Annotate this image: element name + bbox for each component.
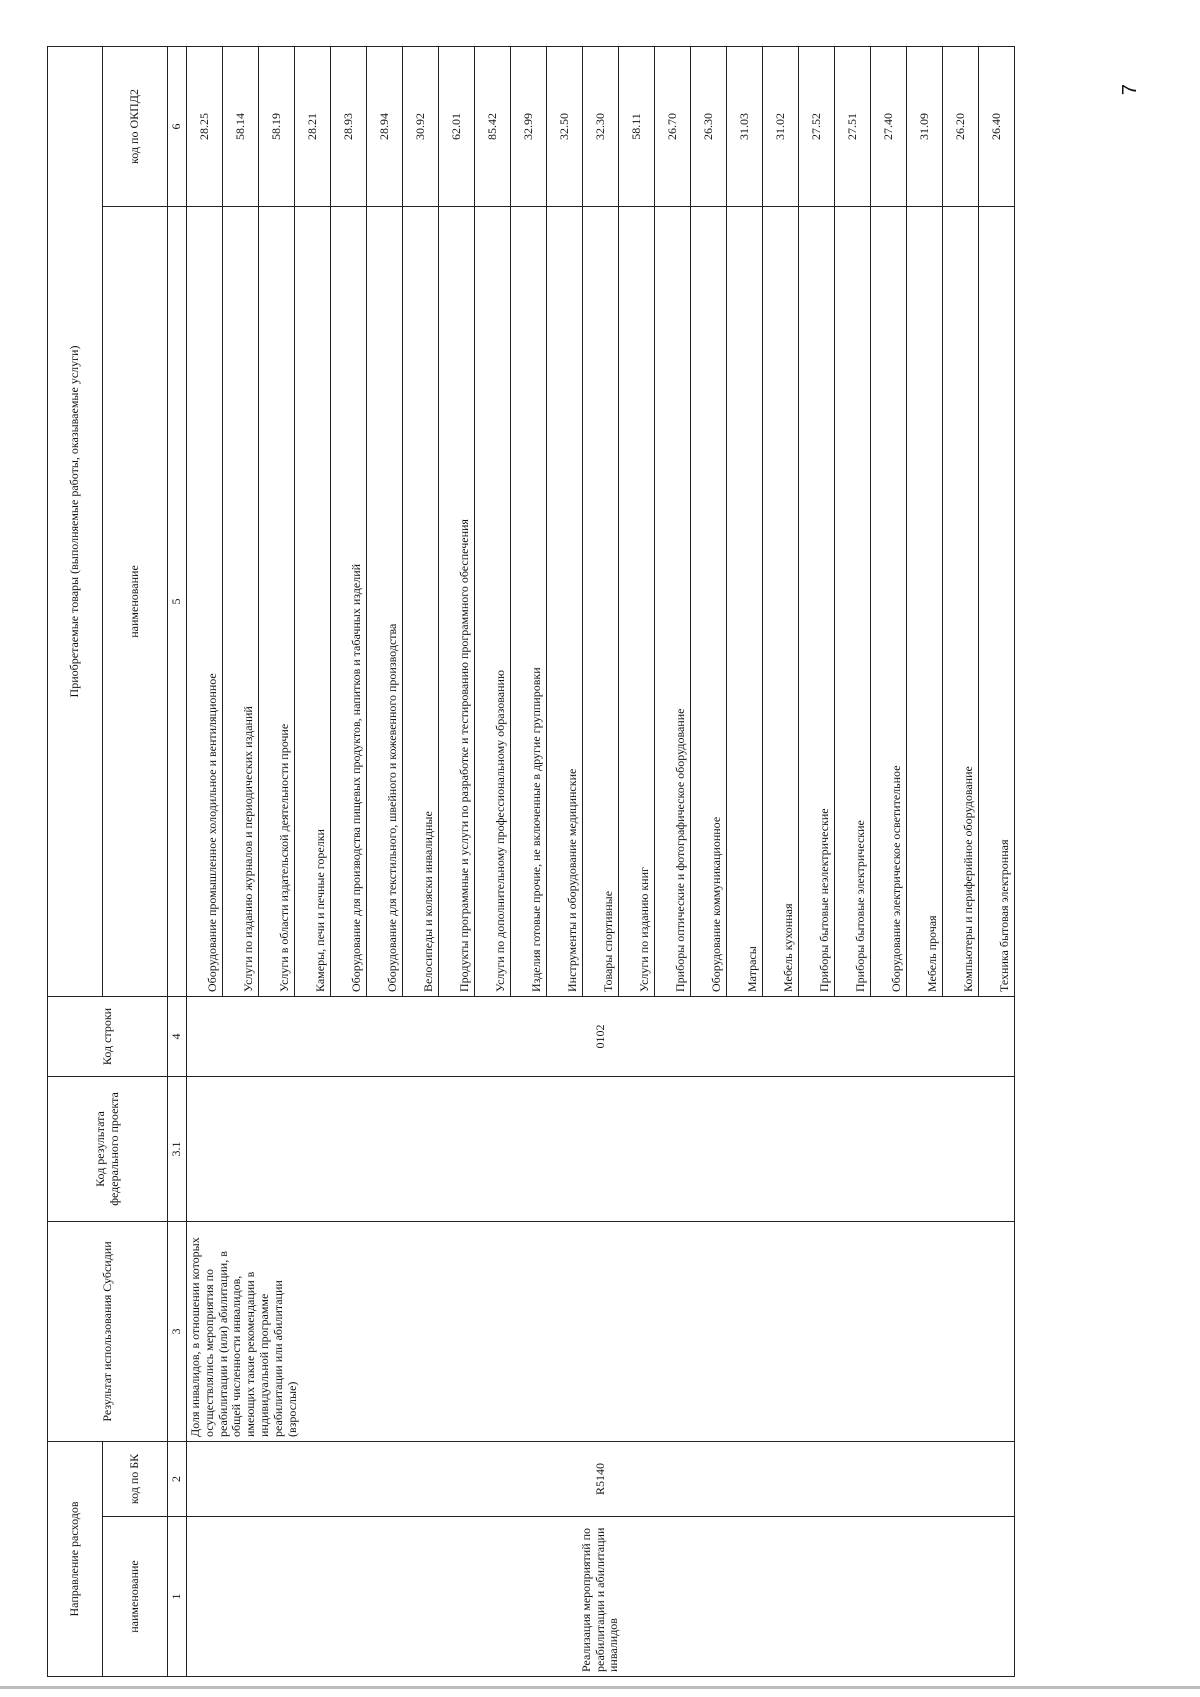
goods-code: 28.93 (331, 46, 367, 206)
goods-code: 58.14 (223, 46, 259, 206)
header-goods-name: наименование (103, 206, 168, 996)
goods-code: 58.11 (619, 46, 655, 206)
column-number: 1 (168, 1517, 187, 1677)
goods-code: 32.50 (547, 46, 583, 206)
goods-name: Техника бытовая электронная (979, 206, 1015, 996)
goods-code: 28.21 (295, 46, 331, 206)
goods-code: 32.30 (583, 46, 619, 206)
row-code-cell: 0102 (187, 996, 1015, 1076)
header-fed-code: Код результата федерального проекта (48, 1076, 168, 1221)
bk-code-cell: R5140 (187, 1441, 1015, 1516)
goods-name: Мебель прочая (907, 206, 943, 996)
goods-name: Оборудование для текстильного, швейного и кожевенного производства (367, 206, 403, 996)
goods-code: 31.03 (727, 46, 763, 206)
column-number: 2 (168, 1441, 187, 1516)
subsidy-table (47, 46, 1015, 1677)
goods-name: Камеры, печи и печные горелки (295, 206, 331, 996)
header-okpd-code: код по ОКПД2 (103, 46, 168, 206)
header-result: Результат использования Субсидии (48, 1221, 168, 1441)
direction-name-cell: Реализация мероприятий по реабилитации и абилитации инвалидов (187, 1517, 1015, 1677)
goods-name: Приборы бытовые электрические (835, 206, 871, 996)
goods-name: Услуги по дополнительному профессиональному образованию (475, 206, 511, 996)
result-cell: Доля инвалидов, в отношении которых осуществлялись мероприятия по реабилитации и (или) абилитации, в общей численности инвалидов, имеющих такие рекомендации в индивидуальной программе реабилитации или абилитации (взрослые) (187, 1221, 1015, 1441)
goods-name: Мебель кухонная (763, 206, 799, 996)
goods-code: 27.51 (835, 46, 871, 206)
goods-code: 30.92 (403, 46, 439, 206)
goods-name: Услуги в области издательской деятельности прочие (259, 206, 295, 996)
goods-code: 26.20 (943, 46, 979, 206)
column-number: 3.1 (168, 1076, 187, 1221)
goods-code: 32.99 (511, 46, 547, 206)
goods-code: 28.94 (367, 46, 403, 206)
goods-code: 26.70 (655, 46, 691, 206)
goods-name: Услуги по изданию книг (619, 206, 655, 996)
column-number: 6 (168, 46, 187, 206)
goods-code: 26.30 (691, 46, 727, 206)
page-number: 7 (1119, 83, 1142, 96)
header-bk-code: код по БК (103, 1441, 168, 1516)
column-number: 4 (168, 996, 187, 1076)
goods-name: Оборудование промышленное холодильное и вентиляционное (187, 206, 223, 996)
goods-name: Продукты программные и услуги по разработке и тестированию программного обеспечения (439, 206, 475, 996)
fed-code-cell (187, 1076, 1015, 1221)
goods-name: Приборы оптические и фотографическое оборудование (655, 206, 691, 996)
scan-edge-line (0, 1686, 1200, 1689)
column-number: 5 (168, 206, 187, 996)
goods-code: 27.40 (871, 46, 907, 206)
goods-name: Велосипеды и коляски инвалидные (403, 206, 439, 996)
goods-code: 85.42 (475, 46, 511, 206)
header-direction-name: наименование (103, 1517, 168, 1677)
goods-name: Оборудование для производства пищевых продуктов, напитков и табачных изделий (331, 206, 367, 996)
goods-name: Оборудование электрическое осветительное (871, 206, 907, 996)
goods-code: 27.52 (799, 46, 835, 206)
header-direction: Направление расходов (48, 1441, 103, 1676)
goods-name: Инструменты и оборудование медицинские (547, 206, 583, 996)
goods-name: Услуги по изданию журналов и периодических изданий (223, 206, 259, 996)
goods-code: 26.40 (979, 46, 1015, 206)
goods-name: Матрасы (727, 206, 763, 996)
goods-name: Компьютеры и периферийное оборудование (943, 206, 979, 996)
rotated-document-table (47, 47, 1012, 1677)
goods-name: Приборы бытовые неэлектрические (799, 206, 835, 996)
column-number: 3 (168, 1221, 187, 1441)
goods-code: 58.19 (259, 46, 295, 206)
goods-name: Изделия готовые прочие, не включенные в другие группировки (511, 206, 547, 996)
goods-code: 31.09 (907, 46, 943, 206)
header-goods: Приобретаемые товары (выполняемые работы, оказываемые услуги) (48, 46, 103, 996)
header-row-code: Код строки (48, 996, 168, 1076)
goods-code: 62.01 (439, 46, 475, 206)
goods-code: 28.25 (187, 46, 223, 206)
goods-name: Оборудование коммуникационное (691, 206, 727, 996)
goods-code: 31.02 (763, 46, 799, 206)
goods-name: Товары спортивные (583, 206, 619, 996)
